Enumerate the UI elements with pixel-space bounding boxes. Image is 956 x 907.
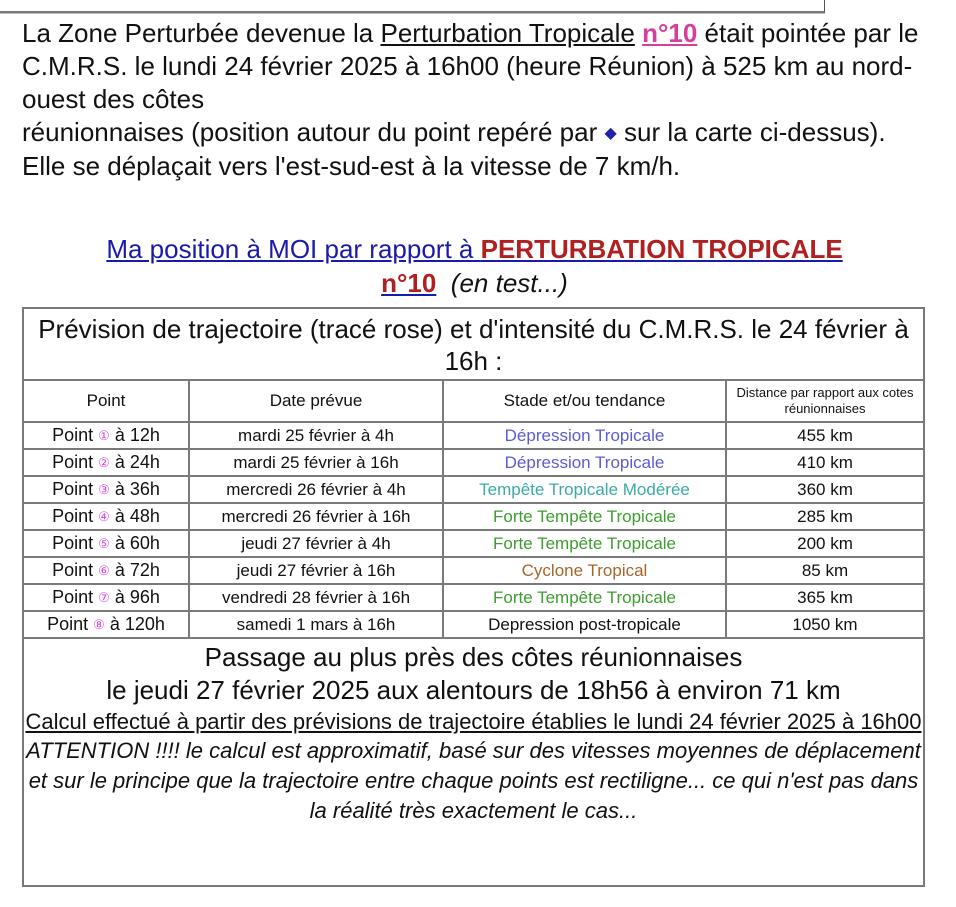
table-row xyxy=(24,557,923,584)
table-row xyxy=(24,422,923,449)
stage-cell: Tempête Tropicale Modérée xyxy=(443,476,726,503)
stage-cell: Dépression Tropicale xyxy=(443,449,726,476)
previous-frame-border xyxy=(0,0,825,13)
point-number-icon: ⑦ xyxy=(98,590,110,605)
distance-cell: 455 km xyxy=(726,422,923,449)
calculation-note: Calcul effectué à partir des prévisions de trajectoire établies le lundi 24 février 2025 à 16h00 xyxy=(25,709,922,734)
point-cell: Point ⑧ à 120h xyxy=(24,611,189,638)
stage-cell: Dépression Tropicale xyxy=(443,422,726,449)
perturbation-number: n°10 xyxy=(642,18,698,48)
distance-cell: 1050 km xyxy=(726,611,923,638)
warning-note: ATTENTION !!!! le calcul est approximatif, basé sur des vitesses moyennes de déplacement et sur le principe que la trajectoire entre chaque points est rectiligne... ce qui n'est pas dans la réalité très exactement le cas... xyxy=(26,738,921,823)
point-cell: Point ② à 24h xyxy=(24,449,189,476)
table-header-row xyxy=(24,381,923,422)
position-link-block xyxy=(22,232,927,300)
point-cell: Point ⑤ à 60h xyxy=(24,530,189,557)
closest-line-1: Passage au plus près des côtes réunionnaises xyxy=(204,642,743,672)
distance-cell: 85 km xyxy=(726,557,923,584)
closest-line-2: le jeudi 27 février 2025 aux alentours de 18h56 à environ 71 km xyxy=(106,675,841,705)
point-cell: Point ⑥ à 72h xyxy=(24,557,189,584)
point-cell: Point ① à 12h xyxy=(24,422,189,449)
stage-cell: Depression post-tropicale xyxy=(443,611,726,638)
point-cell: Point ④ à 48h xyxy=(24,503,189,530)
table-row xyxy=(24,611,923,638)
distance-cell: 360 km xyxy=(726,476,923,503)
point-number-icon: ⑥ xyxy=(98,563,110,578)
intro-text: La Zone Perturbée devenue la Perturbation Tropicale n°10 était pointée par le C.M.R.S. le lundi 24 février 2025 à 16h00 (heure Réunion) à 525 km au nord-ouest des côtes réunionnaises (position autour du point repéré par ◆ sur la carte ci-dessus). xyxy=(22,17,927,150)
table-row xyxy=(24,530,923,557)
stage-cell: Forte Tempête Tropicale xyxy=(443,530,726,557)
point-number-icon: ⑤ xyxy=(98,536,110,551)
diamond-marker-icon: ◆ xyxy=(604,125,617,142)
distance-cell: 200 km xyxy=(726,530,923,557)
date-cell: samedi 1 mars à 16h xyxy=(189,611,443,638)
forecast-table xyxy=(24,381,923,639)
forecast-box xyxy=(22,307,925,887)
test-note: (en test...) xyxy=(450,268,568,298)
date-cell: jeudi 27 février à 4h xyxy=(189,530,443,557)
header-point: Point xyxy=(24,381,189,422)
date-cell: mercredi 26 février à 4h xyxy=(189,476,443,503)
forecast-title: Prévision de trajectoire (tracé rose) et d'intensité du C.M.R.S. le 24 février à 16h : xyxy=(24,309,923,381)
stage-cell: Forte Tempête Tropicale xyxy=(443,503,726,530)
date-cell: jeudi 27 février à 16h xyxy=(189,557,443,584)
point-cell: Point ⑦ à 96h xyxy=(24,584,189,611)
date-cell: mardi 25 février à 4h xyxy=(189,422,443,449)
intro-paragraph xyxy=(22,17,927,183)
date-cell: mercredi 26 février à 16h xyxy=(189,503,443,530)
table-row xyxy=(24,476,923,503)
header-stage: Stade et/ou tendance xyxy=(443,381,726,422)
point-number-icon: ④ xyxy=(98,509,110,524)
point-cell: Point ③ à 36h xyxy=(24,476,189,503)
table-row xyxy=(24,449,923,476)
date-cell: vendredi 28 février à 16h xyxy=(189,584,443,611)
header-distance: Distance par rapport aux cotes réunionnaises xyxy=(726,381,923,422)
distance-cell: 365 km xyxy=(726,584,923,611)
point-number-icon: ③ xyxy=(98,482,110,497)
distance-cell: 285 km xyxy=(726,503,923,530)
my-position-link[interactable]: Ma position à MOI par rapport à PERTURBATION TROPICALE n°10 xyxy=(106,234,843,298)
closest-passage-block xyxy=(24,639,923,826)
distance-cell: 410 km xyxy=(726,449,923,476)
table-row xyxy=(24,584,923,611)
stage-cell: Forte Tempête Tropicale xyxy=(443,584,726,611)
point-number-icon: ⑧ xyxy=(93,617,105,632)
stage-cell: Cyclone Tropical xyxy=(443,557,726,584)
movement-text: Elle se déplaçait vers l'est-sud-est à la vitesse de 7 km/h. xyxy=(22,151,681,181)
header-date: Date prévue xyxy=(189,381,443,422)
perturbation-name: Perturbation Tropicale xyxy=(380,18,635,48)
table-row xyxy=(24,503,923,530)
date-cell: mardi 25 février à 16h xyxy=(189,449,443,476)
point-number-icon: ① xyxy=(98,428,110,443)
point-number-icon: ② xyxy=(98,455,110,470)
